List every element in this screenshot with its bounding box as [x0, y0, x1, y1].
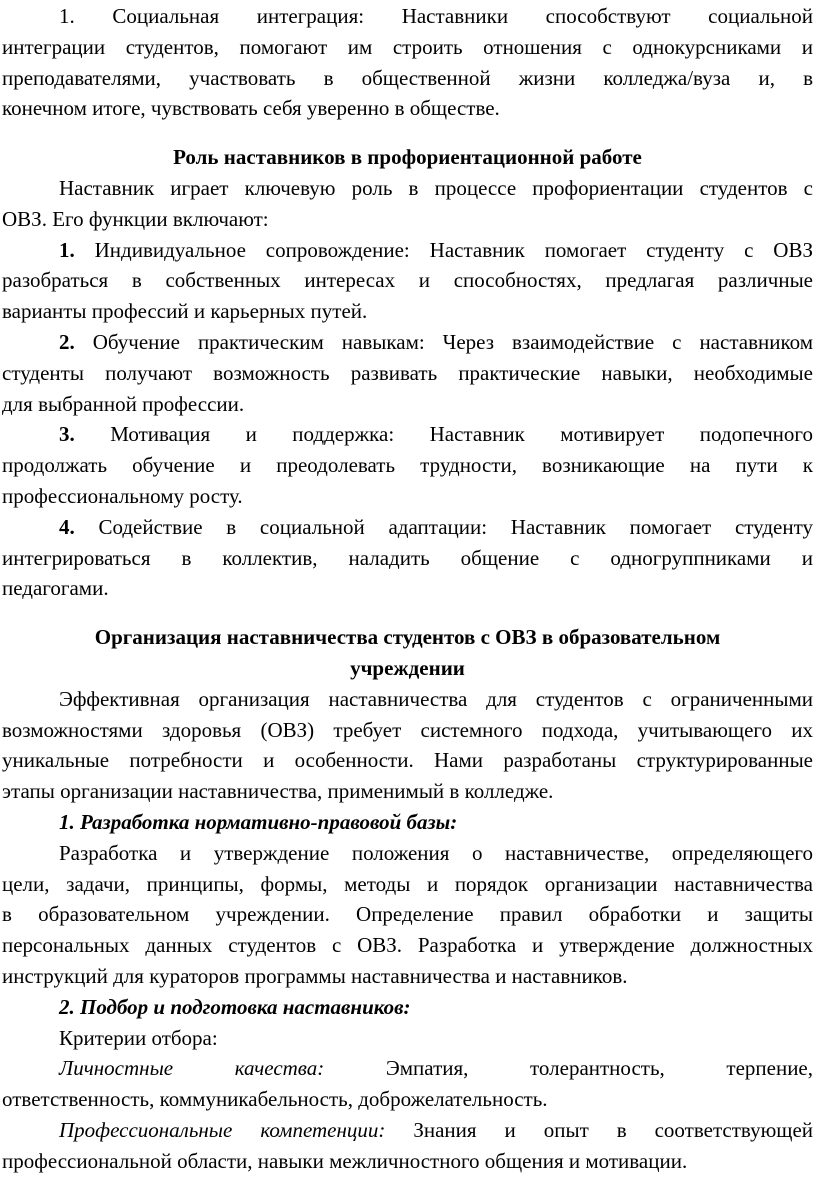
heading-line: учреждении — [350, 655, 465, 680]
text-line: конечном итоге, чувствовать себя уверенно в обществе. — [2, 96, 500, 121]
heading-organization — [2, 622, 813, 684]
text-line: профессиональному росту. — [2, 483, 243, 508]
text-line: инструкций для кураторов программы наставничества и наставников. — [2, 963, 628, 988]
list-item-text: Обучение практическим навыкам: Через взаимодействие с наставником — [74, 329, 813, 354]
heading-line: Организация наставничества студентов с ОВЗ в образовательном — [94, 625, 721, 650]
text-line: уникальные потребности и особенности. Нами разработаны структурированные — [2, 748, 813, 773]
text-line: профессиональной области, навыки межличностного общения и мотивации. — [2, 1148, 688, 1173]
text-line: в образовательном учреждении. Определение правил обработки и защиты — [2, 902, 813, 927]
heading-role-of-mentors: Роль наставников в профориентационной работе — [173, 145, 642, 170]
text-line: варианты профессий и карьерных путей. — [2, 299, 368, 324]
paragraph-social-integration — [2, 1, 813, 124]
list-item-motivation-support — [2, 419, 813, 511]
text-line: возможностями здоровья (ОВЗ) требует системного подхода, учитывающего их — [2, 717, 813, 742]
text-line: ответственность, коммуникабельность, доброжелательность. — [2, 1087, 548, 1112]
stage-title-mentor-selection: 2. Подбор и подготовка наставников: — [59, 994, 411, 1019]
list-number: 2. — [59, 329, 75, 354]
paragraph-professional-competencies — [2, 1115, 813, 1177]
text-line: Разработка и утверждение положения о наставничестве, определяющего — [59, 840, 813, 865]
text-line: цели, задачи, принципы, формы, методы и порядок организации наставничества — [2, 871, 813, 896]
text-line: ОВЗ. Его функции включают: — [2, 206, 269, 231]
list-item-social-adaptation — [2, 512, 813, 604]
italic-lead-in: Личностные качества: — [59, 1056, 325, 1081]
text-line: 1. Социальная интеграция: Наставники способствуют социальной — [59, 4, 813, 28]
text-line — [2, 1053, 813, 1084]
text-line — [2, 1115, 813, 1146]
stage-title-legal-framework: 1. Разработка нормативно-правовой базы: — [59, 809, 458, 834]
paragraph-selection-criteria — [2, 1023, 813, 1054]
text-line: Эффективная организация наставничества для студентов с ограниченными — [59, 686, 813, 711]
italic-lead-in: Профессиональные компетенции: — [59, 1117, 386, 1142]
text-line: Критерии отбора: — [59, 1025, 218, 1050]
lead-in-text: Знания и опыт в соответствующей — [385, 1117, 813, 1142]
text-line: интегрироваться в коллектив, наладить общение с одногруппниками и — [2, 545, 813, 570]
text-line: для выбранной профессии. — [2, 391, 245, 416]
text-line: преподавателями, участвовать в общественной жизни колледжа/вуза и, в — [2, 65, 813, 90]
text-line: студенты получают возможность развивать практические навыки, необходимые — [2, 360, 813, 385]
text-line: продолжать обучение и преодолевать трудности, возникающие на пути к — [2, 453, 813, 478]
list-item-individual-support — [2, 235, 813, 327]
text-line — [2, 419, 813, 450]
list-item-practical-skills — [2, 327, 813, 419]
text-line — [2, 327, 813, 358]
list-item-text: Индивидуальное сопровождение: Наставник помогает студенту с ОВЗ — [74, 237, 813, 262]
list-item-text: Содействие в социальной адаптации: Наставник помогает студенту — [74, 514, 813, 539]
list-item-text: Мотивация и поддержка: Наставник мотивирует подопечного — [74, 422, 813, 447]
list-number: 4. — [59, 514, 75, 539]
text-line: персональных данных студентов с ОВЗ. Разработка и утверждение должностных — [2, 933, 813, 958]
paragraph-role-intro — [2, 173, 813, 235]
paragraph-personal-qualities — [2, 1053, 813, 1115]
text-line — [2, 235, 813, 266]
lead-in-text: Эмпатия, толерантность, терпение, — [324, 1056, 813, 1081]
text-line: разобраться в собственных интересах и способностях, предлагая различные — [2, 268, 813, 293]
text-line: этапы организации наставничества, применимый в колледже. — [2, 779, 554, 804]
text-line: педагогами. — [2, 576, 109, 601]
paragraph-legal-framework — [2, 838, 813, 992]
text-line — [2, 512, 813, 543]
text-line: Наставник играет ключевую роль в процессе профориентации студентов с — [59, 175, 813, 200]
text-line: интеграции студентов, помогают им строить отношения с однокурсниками и — [2, 34, 813, 59]
list-number: 3. — [59, 422, 75, 447]
list-number: 1. — [59, 237, 75, 262]
paragraph-organization-intro — [2, 684, 813, 807]
